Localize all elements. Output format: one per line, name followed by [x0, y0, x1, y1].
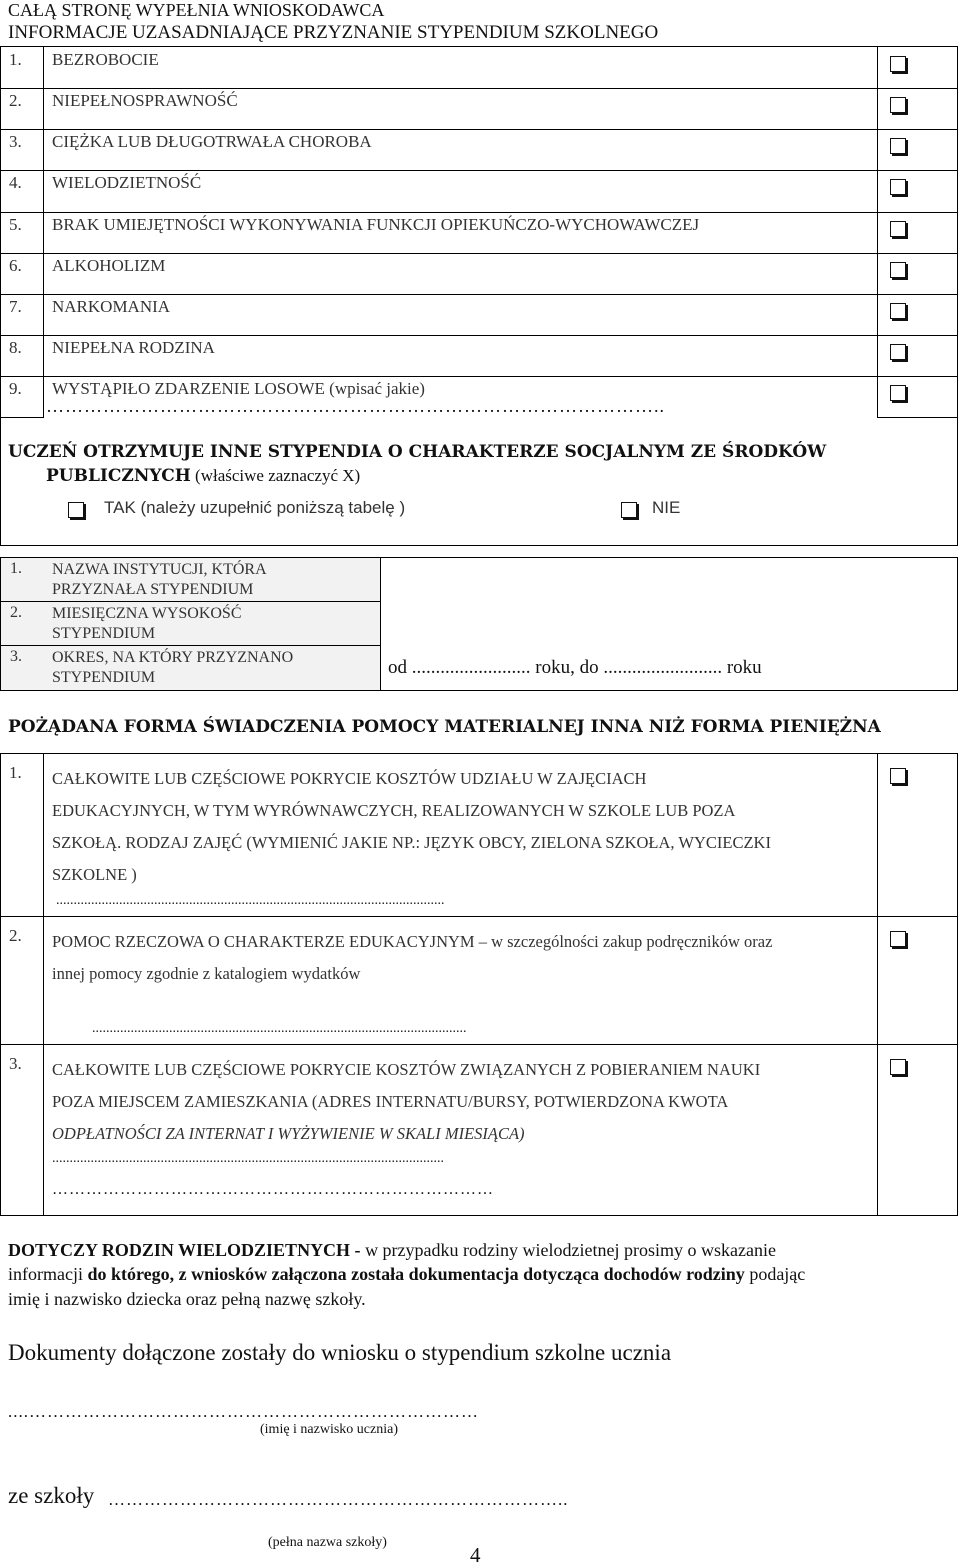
reason-label: NIEPEŁNOSPRAWNOŚĆ	[52, 91, 238, 110]
no-label: NIE	[652, 498, 681, 517]
school-name-caption: (pełna nazwa szkoły)	[268, 1535, 387, 1550]
reason-number: 6.	[9, 256, 22, 275]
reason-checkbox-1[interactable]	[890, 56, 906, 72]
amount-label: MIESIĘCZNA WYSOKOŚĆ STYPENDIUM	[52, 605, 242, 642]
other-scholarships-subtitle: PUBLICZNYCH (właściwe zaznaczyć X)	[46, 466, 361, 486]
yes-checkbox[interactable]	[68, 502, 84, 518]
reason-number: 1.	[9, 50, 22, 69]
row-number: 1.	[10, 560, 22, 577]
other-scholarships-title: UCZEŃ OTRZYMUJE INNE STYPENDIA O CHARAKTERZE SOCJALNYM ZE ŚRODKÓW	[8, 442, 827, 462]
aid-checkbox-1[interactable]	[890, 768, 906, 784]
yes-label: TAK (należy uzupełnić poniższą tabelę )	[104, 498, 406, 517]
reason-label: WYSTĄPIŁO ZDARZENIE LOSOWE (wpisać jakie)	[52, 379, 425, 398]
reason-checkbox-8[interactable]	[890, 344, 906, 360]
reason-label: NARKOMANIA	[52, 297, 171, 316]
reason-number: 9.	[9, 379, 22, 398]
institution-input[interactable]	[386, 560, 956, 600]
school-label: ze szkoły	[8, 1483, 95, 1508]
reason-checkbox-7[interactable]	[890, 303, 906, 319]
reason-number: 8.	[9, 338, 22, 357]
aid-item-3-input[interactable]: ................................................................................................................	[52, 1151, 444, 1166]
amount-input[interactable]	[386, 604, 956, 644]
reason-checkbox-9[interactable]	[890, 385, 906, 401]
reason-label: BEZROBOCIE	[52, 50, 159, 69]
aid-number: 3.	[9, 1054, 22, 1073]
reason-number: 2.	[9, 91, 22, 110]
reason-label: CIĘŻKA LUB DŁUGOTRWAŁA CHOROBA	[52, 132, 372, 151]
large-families-line2: informacji do którego, z wniosków załączona została dokumentacja dotycząca dochodów rodziny podając	[8, 1264, 806, 1284]
page-number: 4	[470, 1543, 481, 1567]
reason-number: 3.	[9, 132, 22, 151]
reason-label: NIEPEŁNA RODZINA	[52, 338, 215, 357]
header-line1: CAŁĄ STRONĘ WYPEŁNIA WNIOSKODAWCA	[8, 0, 385, 20]
no-checkbox[interactable]	[621, 502, 637, 518]
large-families-line1: DOTYCZY RODZIN WIELODZIETNYCH - w przypadku rodziny wielodzietnej prosimy o wskazanie	[8, 1240, 776, 1260]
aid-number: 1.	[9, 763, 22, 782]
aid-item-3-input-2[interactable]: ……………………………………………………………………	[52, 1181, 494, 1198]
reason-number: 5.	[9, 215, 22, 234]
institution-label: NAZWA INSTYTUCJI, KTÓRA PRZYZNAŁA STYPENDIUM	[52, 561, 267, 598]
reason-label: BRAK UMIEJĘTNOŚCI WYKONYWANIA FUNKCJI OPIEKUŃCZO-WYCHOWAWCZEJ	[52, 215, 700, 234]
row-number: 2.	[10, 604, 22, 621]
large-families-line3: imię i nazwisko dziecka oraz pełną nazwę szkoły.	[8, 1289, 366, 1309]
reason-number: 7.	[9, 297, 22, 316]
student-name-caption: (imię i nazwisko ucznia)	[260, 1422, 399, 1437]
material-aid-title: POŻĄDANA FORMA ŚWIADCZENIA POMOCY MATERIALNEJ INNA NIŻ FORMA PIENIĘŻNA	[8, 717, 881, 737]
aid-item-1-input[interactable]: ...............................................................................................................	[56, 893, 445, 908]
period-input[interactable]: od ......................... roku, do ......................... roku	[388, 657, 762, 678]
aid-item-1-text: CAŁKOWITE LUB CZĘŚCIOWE POKRYCIE KOSZTÓW UDZIAŁU W ZAJĘCIACH EDUKACYJNYCH, W TYM WYRÓWNAWCZYCH, REALIZOWANYCH W SZKOLE LUB POZA SZKOŁĄ. RODZAJ ZAJĘĆ (WYMIENIĆ JAKIE NP.: JĘZYK OBCY, ZIELONA SZKOŁA, WYCIECZKI SZKOLNE )	[52, 769, 771, 884]
aid-number: 2.	[9, 926, 22, 945]
row-number: 3.	[10, 648, 22, 665]
random-event-input[interactable]: ……………………………………………………………………………………..	[46, 396, 665, 416]
aid-item-2-text: POMOC RZECZOWA O CHARAKTERZE EDUKACYJNYM – w szczególności zakup podręczników oraz innej pomocy zgodnie z katalogiem wydatków	[52, 932, 773, 983]
reason-checkbox-3[interactable]	[890, 138, 906, 154]
reason-checkbox-6[interactable]	[890, 262, 906, 278]
reason-number: 4.	[9, 173, 22, 192]
attached-docs-title: Dokumenty dołączone zostały do wniosku o stypendium szkolne ucznia	[8, 1340, 672, 1365]
header-line2: INFORMACJE UZASADNIAJĄCE PRZYZNANIE STYPENDIUM SZKOLNEGO	[8, 22, 659, 43]
aid-checkbox-2[interactable]	[890, 931, 906, 947]
reason-checkbox-4[interactable]	[890, 179, 906, 195]
period-label: OKRES, NA KTÓRY PRZYZNANO STYPENDIUM	[52, 649, 294, 686]
aid-checkbox-3[interactable]	[890, 1059, 906, 1075]
reason-label: WIELODZIETNOŚĆ	[52, 173, 202, 192]
aid-item-3-text: CAŁKOWITE LUB CZĘŚCIOWE POKRYCIE KOSZTÓW ZWIĄZANYCH Z POBIERANIEM NAUKI POZA MIEJSCEM ZAMIESZKANIA (ADRES INTERNATU/BURSY, POTWIERDZONA KWOTA ODPŁATNOŚCI ZA INTERNAT I WYŻYWIENIE W SKALI MIESIĄCA)	[52, 1060, 761, 1143]
student-name-input[interactable]: ....…………………………………………………………………	[8, 1402, 479, 1421]
reason-checkbox-5[interactable]	[890, 221, 906, 237]
reason-label: ALKOHOLIZM	[52, 256, 166, 275]
aid-item-2-input[interactable]: ...........................................................................................................	[92, 1021, 467, 1036]
reason-checkbox-2[interactable]	[890, 97, 906, 113]
school-name-input[interactable]: …………………………………………………………………..	[108, 1490, 569, 1509]
